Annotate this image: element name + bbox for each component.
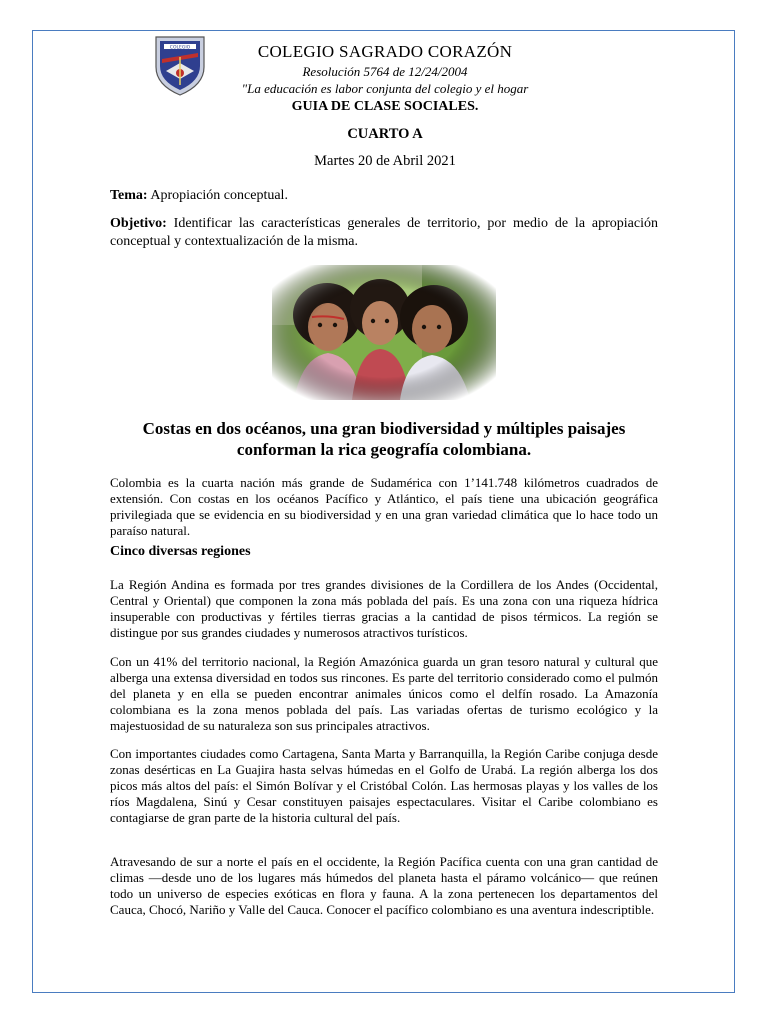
paragraph-caribe: Con importantes ciudades como Cartagena, Santa Marta y Barranquilla, la Región Caribe conjuga desde zonas desérticas en La Guajira hasta selvas húmedas en el Golfo de Urabá. La región alberga los dos picos más altos del país: el Simón Bolívar y el Cristóbal Colón. Las hermosas playas y los valles de los ríos Magdalena, Sinú y Cesar constituyen paisajes espectaculares. Visitar el Caribe colombiano es contagiarse de gran parte de la historia cultural del país. <box>110 746 658 825</box>
objective-text: Identificar las características generales de territorio, por medio de la apropiación conceptual y contextualización de la misma. <box>110 216 659 249</box>
tema-text: Apropiación conceptual. <box>150 188 288 203</box>
tema-line <box>110 187 658 205</box>
objective-line <box>110 215 658 251</box>
objective-label: Objetivo: <box>110 216 167 231</box>
paragraph-intro: Colombia es la cuarta nación más grande de Sudamérica con 1’141.748 kilómetros cuadrados de extensión. Con costas en los océanos Pacífico y Atlántico, el país tiene una ubicación geográfica privilegiada que se evidencia en su biodiversidad y en una gran variedad climática que lo hace todo un paraíso natural. <box>110 475 658 538</box>
crest-text: COLEGIO <box>169 45 191 51</box>
school-name: COLEGIO SAGRADO CORAZÓN <box>257 42 513 61</box>
grade: CUARTO A <box>347 126 423 142</box>
children-photo <box>272 265 496 400</box>
resolution: Resolución 5764 de 12/24/2004 <box>302 64 468 79</box>
tema-label: Tema: <box>110 188 148 203</box>
paragraph-andina: La Región Andina es formada por tres grandes divisiones de la Cordillera de los Andes (Occidental, Central y Oriental) que componen la zona más poblada del país. Es una zona con una riqueza hídrica insuperable con productivas y fértiles tierras gracias a la cantidad de pisos térmicos. La región se distingue por sus grandes ciudades y numerosos atractivos turísticos. <box>110 577 658 640</box>
guide-title: GUIA DE CLASE SOCIALES. <box>291 99 479 114</box>
paragraph-amazonica: Con un 41% del territorio nacional, la Región Amazónica guarda un gran tesoro natural y cultural que alberga una extensa diversidad en todos sus rincones. Es parte del territorio considerado como el pulmón del planeta y en ella se pueden encontrar animales únicos como el delfín rosado. La Amazonía colombiana es la zona menos poblada del país. Las variadas ofertas de turismo ecológico y la majestuosidad de su naturaleza son sus principales atractivos. <box>110 654 658 733</box>
motto: "La educación es labor conjunta del colegio y el hogar <box>241 81 529 96</box>
class-date: Martes 20 de Abril 2021 <box>314 153 456 169</box>
paragraph-pacifica: Atravesando de sur a norte el país en el occidente, la Región Pacífica cuenta con una gran cantidad de climas —desde uno de los lugares más húmedos del planeta hasta el páramo volcánico— que reúnen todo un universo de especies exóticas en flora y fauna. A la zona pertenecen los departamentos del Cauca, Chocó, Nariño y Valle del Cauca. Conocer el pacífico colombiano es una aventura indescriptible. <box>110 854 658 917</box>
article-title: Costas en dos océanos, una gran biodiversidad y múltiples paisajes conforman la rica geografía colombiana. <box>142 419 626 459</box>
section-subtitle: Cinco diversas regiones <box>110 544 251 559</box>
